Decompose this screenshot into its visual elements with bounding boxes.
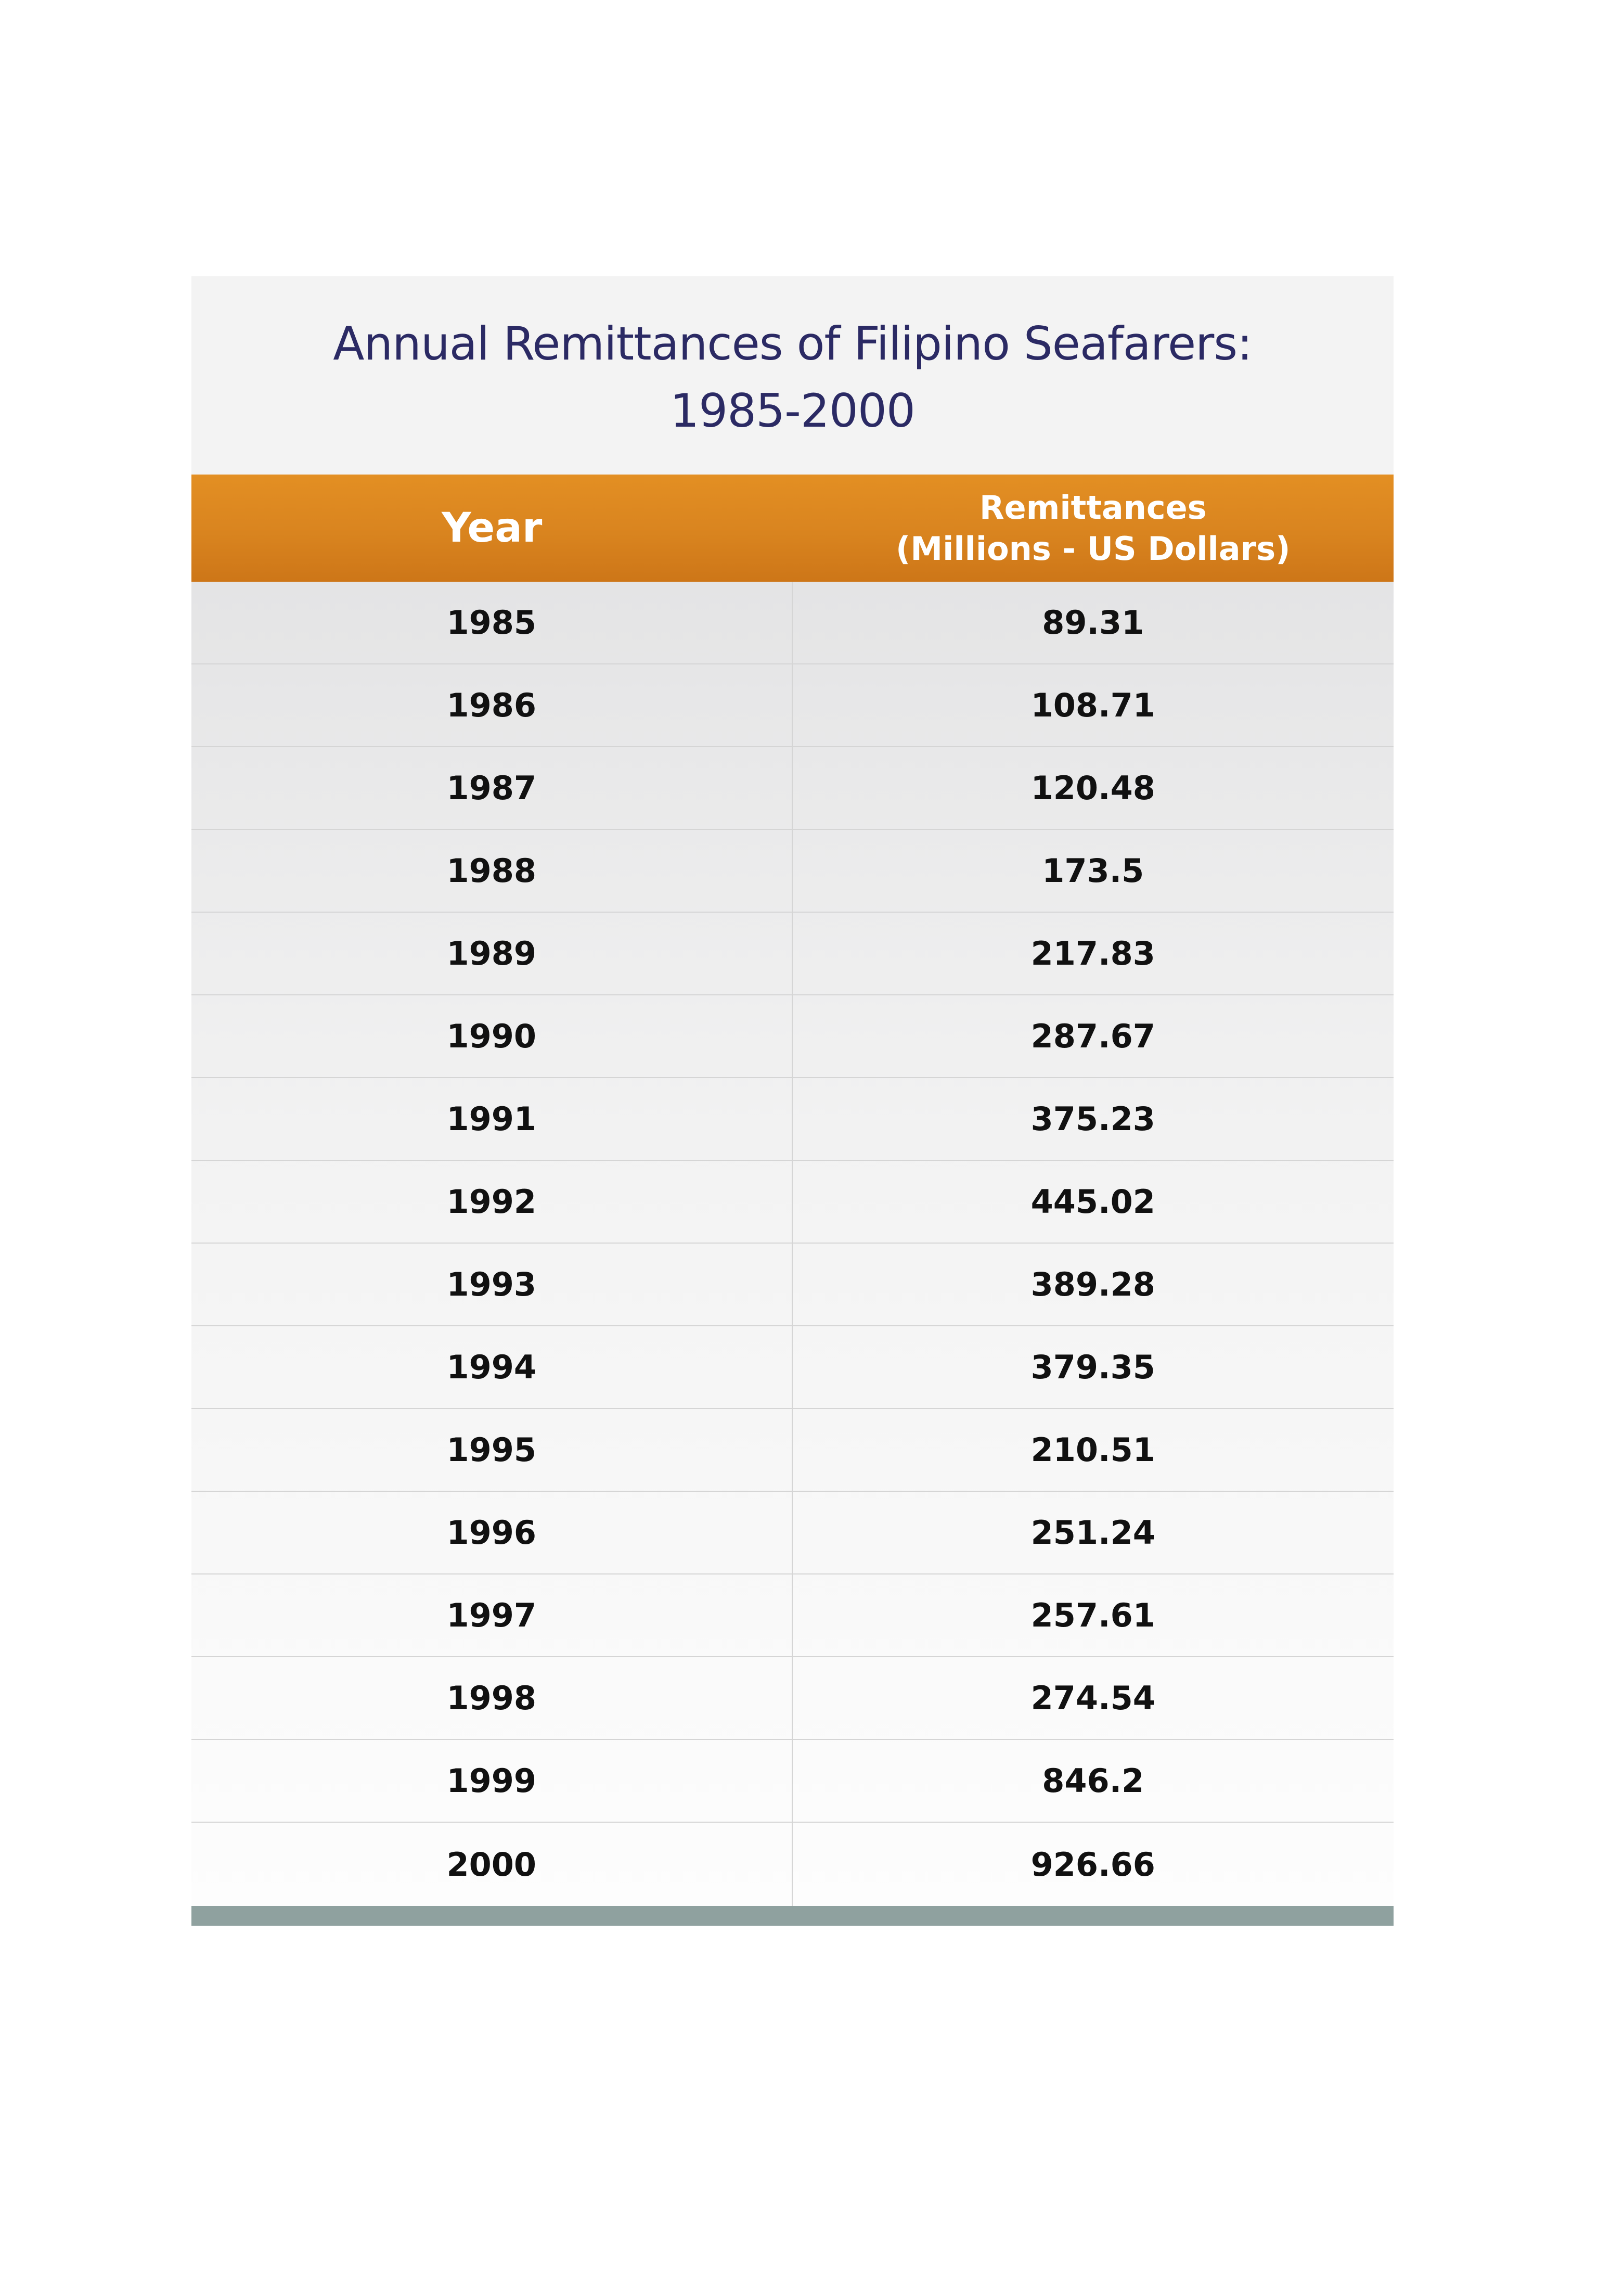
year-cell: 1995 — [191, 1409, 793, 1491]
year-cell: 1986 — [191, 664, 793, 746]
year-cell: 1990 — [191, 995, 793, 1077]
year-cell: 1985 — [191, 582, 793, 663]
header-remittances-line-1: Remittances — [979, 489, 1207, 527]
header-year: Year — [442, 505, 543, 552]
year-cell: 1994 — [191, 1326, 793, 1408]
remittance-cell: 846.2 — [1042, 1762, 1144, 1800]
table-body — [191, 582, 1394, 1906]
remittance-cell: 287.67 — [1030, 1017, 1155, 1055]
remittance-cell: 257.61 — [1030, 1596, 1155, 1634]
table-row — [191, 1244, 1394, 1326]
table-row — [191, 1823, 1394, 1906]
year-cell: 1988 — [191, 830, 793, 912]
header-remittances-line-2: (Millions - US Dollars) — [896, 530, 1291, 568]
year-cell: 1992 — [191, 1161, 793, 1243]
table-row — [191, 1492, 1394, 1574]
footer-bar — [191, 1906, 1394, 1926]
header-remittances — [793, 475, 1394, 582]
table-title — [333, 307, 1252, 444]
remittance-cell: 379.35 — [1030, 1348, 1155, 1386]
remittance-cell: 375.23 — [1030, 1100, 1155, 1138]
title-block — [191, 276, 1394, 475]
remittance-cell: 217.83 — [1030, 934, 1155, 972]
table-row — [191, 1161, 1394, 1244]
year-cell: 1991 — [191, 1078, 793, 1160]
table-row — [191, 1657, 1394, 1740]
table-row — [191, 664, 1394, 747]
table-row — [191, 1326, 1394, 1409]
year-cell: 1999 — [191, 1740, 793, 1822]
remittance-cell: 251.24 — [1030, 1514, 1155, 1552]
remittance-cell: 389.28 — [1030, 1265, 1155, 1303]
table-row — [191, 1078, 1394, 1161]
table-row — [191, 1574, 1394, 1657]
remittance-cell: 926.66 — [1030, 1845, 1155, 1884]
table-row — [191, 1409, 1394, 1492]
table-row — [191, 995, 1394, 1078]
year-cell: 1997 — [191, 1574, 793, 1656]
year-cell: 1987 — [191, 747, 793, 829]
year-cell: 1993 — [191, 1244, 793, 1325]
remittances-table — [191, 276, 1394, 1926]
table-row — [191, 1740, 1394, 1823]
year-cell: 1998 — [191, 1657, 793, 1739]
table-row — [191, 830, 1394, 913]
year-cell: 1996 — [191, 1492, 793, 1573]
table-row — [191, 913, 1394, 995]
year-cell: 2000 — [191, 1823, 793, 1906]
table-row — [191, 747, 1394, 830]
remittance-cell: 274.54 — [1030, 1679, 1155, 1717]
remittance-cell: 445.02 — [1030, 1183, 1155, 1221]
remittance-cell: 173.5 — [1042, 852, 1144, 890]
table-row — [191, 582, 1394, 664]
year-cell: 1989 — [191, 913, 793, 994]
remittance-cell: 108.71 — [1030, 686, 1155, 724]
title-line-1: Annual Remittances of Filipino Seafarers: — [333, 316, 1252, 370]
remittance-cell: 120.48 — [1030, 769, 1155, 807]
title-line-2: 1985-2000 — [670, 383, 915, 438]
remittance-cell: 89.31 — [1042, 604, 1144, 642]
table-header — [191, 475, 1394, 582]
remittance-cell: 210.51 — [1030, 1431, 1155, 1469]
